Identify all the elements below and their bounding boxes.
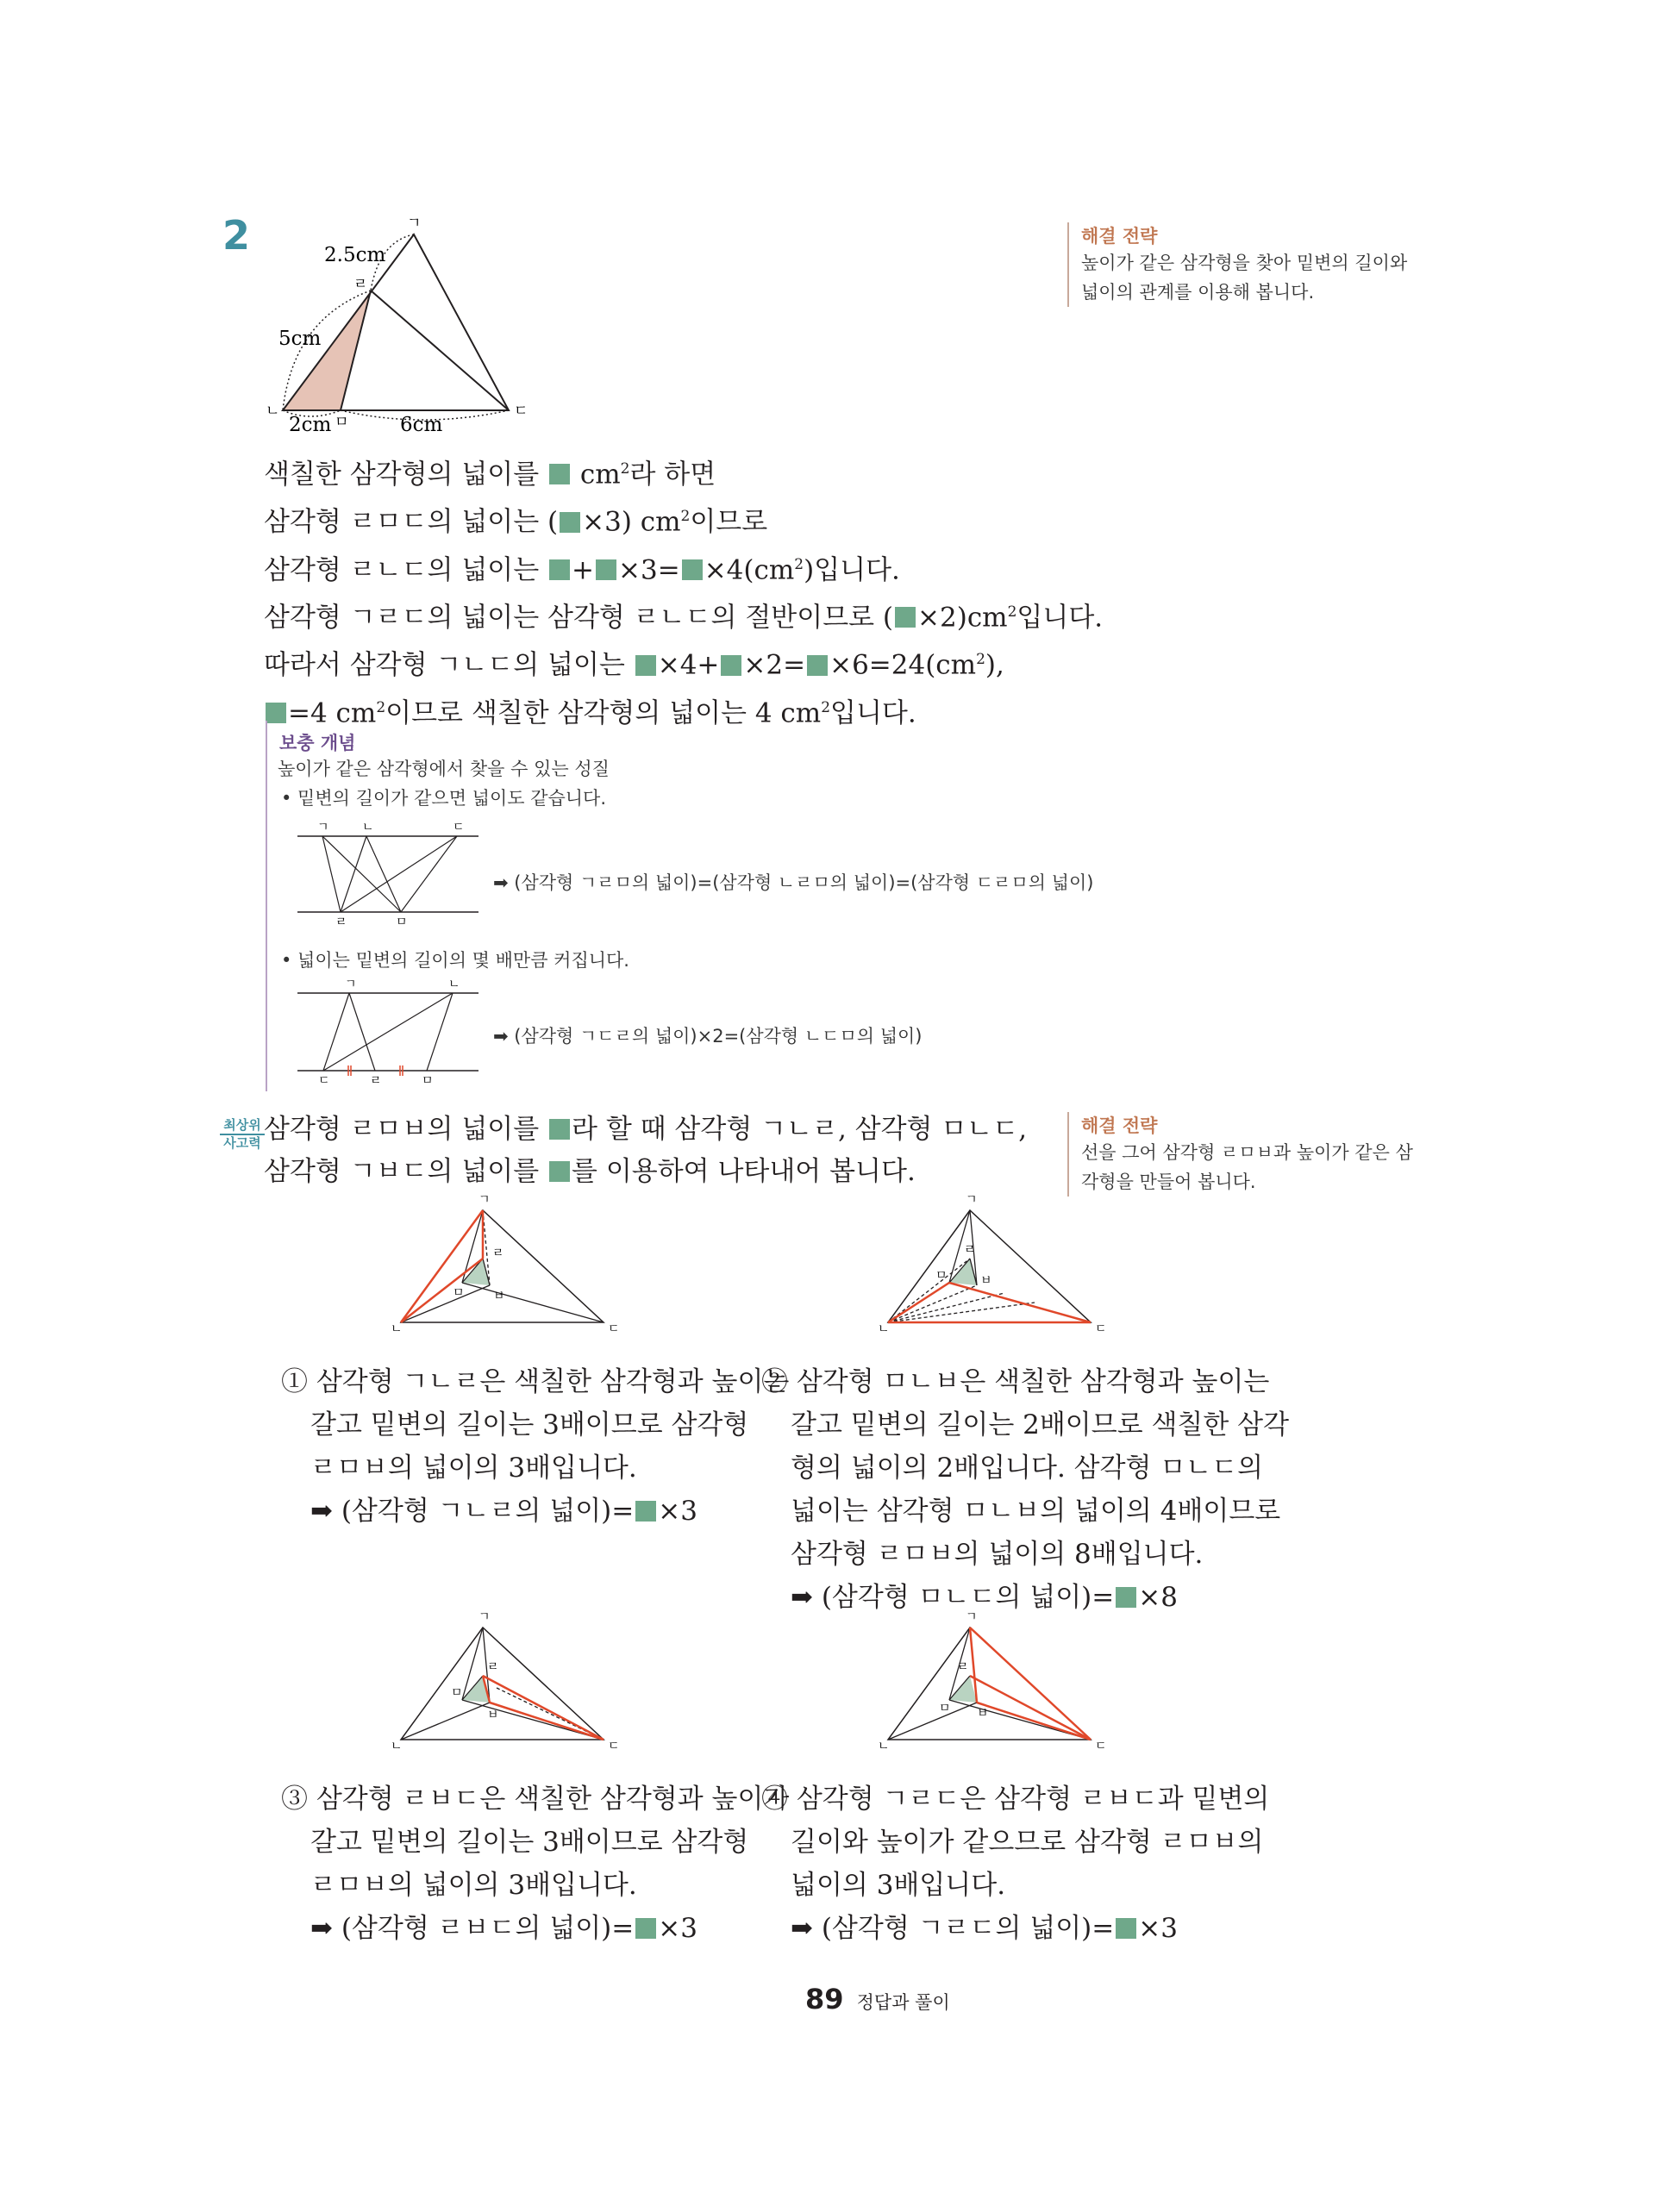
concept-bullet-1: • 밑변의 길이가 같으면 넓이도 같습니다. <box>281 788 607 809</box>
svg-text:ㅂ: ㅂ <box>487 1709 499 1722</box>
strategy-box-2 <box>1067 1112 1460 1197</box>
challenge-line-2: 삼각형 ㄱㅂㄷ의 넓이를 를 이용하여 나타내어 봅니다. <box>264 1156 916 1187</box>
page-footer <box>805 1983 950 2015</box>
concept-result-2: ➡ (삼각형 ㄱㄷㄹ의 넓이)×2=(삼각형 ㄴㄷㅁ의 넓이) <box>493 1026 923 1047</box>
length-5cm: 5cm <box>278 328 322 350</box>
svg-text:ㄴ: ㄴ <box>391 1740 403 1753</box>
concept-title: 보충 개념 <box>279 733 356 753</box>
page-number: 89 <box>805 1983 844 2015</box>
solution-line-6: =4 $cm^2$이므로 색칠한 삼각형의 넓이는 4 $cm^2$입니다. <box>264 687 1103 734</box>
answer-item-1: ① 삼각형 ㄱㄴㄹ은 색칠한 삼각형과 높이는 갈고 밑변의 길이는 3배이므로 삼각형 ㄹㅁㅂ의 넓이의 3배입니다. ➡ (삼각형 ㄱㄴㄹ의 넓이)= ×3 <box>281 1366 790 1527</box>
label-mieum: ㅁ <box>335 414 349 431</box>
challenge-text <box>264 1109 1027 1193</box>
concept-result-1: ➡ (삼각형 ㄱㄹㅁ의 넓이)=(삼각형 ㄴㄹㅁ의 넓이)=(삼각형 ㄷㄹㅁ의 넓이) <box>493 872 1094 893</box>
problem-number: 2 <box>222 212 251 259</box>
unknown-box <box>635 1501 656 1522</box>
arrow-icon: ➡ <box>493 872 509 893</box>
svg-text:ㄹ: ㄹ <box>370 1074 382 1088</box>
strategy-line: 높이가 같은 삼각형을 찾아 밑변의 길이와 <box>1081 253 1408 273</box>
svg-text:ㄱ: ㄱ <box>478 1193 491 1207</box>
answer-item-2: ② 삼각형 ㅁㄴㅂ은 색칠한 삼각형과 높이는 갈고 밑변의 길이는 2배이므로 색칠한 삼각 형의 넓이의 2배입니다. 삼각형 ㅁㄴㄷ의 넓이는 삼각형 ㅁㄴㅂ의 넓이의 4배이므로 삼각형 ㄹㅁㅂ의 넓이의 8배입니다. ➡ (삼각형 ㅁㄴㄷ의 넓이)= ×8 <box>761 1366 1290 1613</box>
concept-bullet-2: • 넓이는 밑변의 길이의 몇 배만큼 커집니다. <box>281 950 629 971</box>
unknown-box <box>549 464 570 484</box>
challenge-figure-4 <box>866 1610 1116 1753</box>
label-digeut: ㄷ <box>514 403 529 420</box>
label-giyeok: ㄱ <box>407 216 422 232</box>
problem-figure <box>259 216 552 444</box>
label-nieun: ㄴ <box>266 403 280 420</box>
unknown-box <box>807 655 828 676</box>
svg-text:ㄹ: ㄹ <box>957 1660 969 1674</box>
svg-text:ㄱ: ㄱ <box>966 1193 978 1207</box>
svg-text:ㅂ: ㅂ <box>493 1290 505 1303</box>
unknown-box <box>549 1161 570 1182</box>
label-rieul: ㄹ <box>353 276 368 293</box>
unknown-box <box>682 559 703 580</box>
svg-text:ㄷ: ㄷ <box>318 1074 330 1088</box>
unknown-box <box>1116 1587 1136 1608</box>
svg-text:ㄴ: ㄴ <box>448 978 460 991</box>
unknown-box <box>895 607 916 628</box>
unknown-box <box>549 559 570 580</box>
solution-line-5: 따라서 삼각형 ㄱㄴㄷ의 넓이는 $\times 4+ \times 2= \times 6=24(cm^2)$, <box>264 649 1004 681</box>
svg-text:ㄱ: ㄱ <box>345 978 357 991</box>
length-2cm: 2cm <box>289 414 332 436</box>
svg-text:ㅁ: ㅁ <box>939 1702 951 1715</box>
solution-line-3: 삼각형 ㄹㄴㄷ의 넓이는 + $\times 3= \times 4(cm^2)$입니다. <box>264 553 900 585</box>
svg-text:ㅁ: ㅁ <box>451 1686 463 1700</box>
page-label: 정답과 풀이 <box>856 1992 950 2013</box>
unknown-box <box>721 655 741 676</box>
challenge-figure-2 <box>866 1193 1116 1335</box>
svg-text:ㄴ: ㄴ <box>362 821 374 834</box>
svg-text:ㄹ: ㄹ <box>335 915 347 929</box>
challenge-figure-1 <box>384 1193 634 1335</box>
svg-text:ㅂ: ㅂ <box>980 1274 992 1288</box>
solution-text <box>264 448 1103 734</box>
svg-text:ㄷ: ㄷ <box>1095 1322 1107 1335</box>
segment-rieul-digeut <box>371 291 509 410</box>
unknown-box <box>1116 1918 1136 1939</box>
strategy-title: 해결 전략 <box>1081 1115 1158 1136</box>
concept-figure-2 <box>293 974 483 1088</box>
length-2-5cm: 2.5cm <box>324 244 386 266</box>
svg-text:ㅂ: ㅂ <box>977 1707 989 1721</box>
challenge-figure-3 <box>384 1610 634 1753</box>
svg-text:ㄷ: ㄷ <box>608 1740 620 1753</box>
answer-item-4: ④ 삼각형 ㄱㄹㄷ은 삼각형 ㄹㅂㄷ과 밑변의 길이와 높이가 같으므로 삼각형 ㄹㅁㅂ의 넓이의 3배입니다. ➡ (삼각형 ㄱㄹㄷ의 넓이)= ×3 <box>761 1784 1270 1944</box>
svg-text:ㅁ: ㅁ <box>396 915 408 929</box>
unknown-box <box>596 559 616 580</box>
length-6cm: 6cm <box>400 414 443 436</box>
challenge-badge: 최상위 사고력 <box>220 1117 265 1152</box>
strategy-title: 해결 전략 <box>1081 226 1158 247</box>
svg-text:ㄴ: ㄴ <box>878 1740 890 1753</box>
concept-figure-1 <box>293 817 483 929</box>
strategy-line: 넓이의 관계를 이용해 봅니다. <box>1081 282 1315 303</box>
unknown-box <box>635 1918 656 1939</box>
svg-text:ㄹ: ㄹ <box>487 1660 499 1674</box>
svg-text:ㅁ: ㅁ <box>453 1286 465 1300</box>
concept-heading: 높이가 같은 삼각형에서 찾을 수 있는 성질 <box>278 759 610 779</box>
strategy-line: 선을 그어 삼각형 ㄹㅁㅂ과 높이가 같은 삼 <box>1081 1142 1413 1163</box>
solution-line-2: 삼각형 ㄹㅁㄷ의 넓이는 ( ×3) $cm^2$이므로 <box>264 506 768 538</box>
svg-text:ㄱ: ㄱ <box>317 821 329 834</box>
svg-text:ㄱ: ㄱ <box>478 1610 491 1624</box>
svg-text:ㄹ: ㄹ <box>964 1243 976 1257</box>
svg-text:ㄷ: ㄷ <box>453 821 465 834</box>
svg-text:ㄷ: ㄷ <box>1095 1740 1107 1753</box>
svg-text:ㄹ: ㄹ <box>492 1247 504 1260</box>
unknown-box <box>635 655 656 676</box>
unknown-box <box>549 1119 570 1140</box>
strategy-line: 각형을 만들어 봅니다. <box>1081 1172 1256 1192</box>
strategy-box-1 <box>1067 222 1460 307</box>
svg-text:ㄱ: ㄱ <box>966 1610 978 1624</box>
svg-text:ㅁ: ㅁ <box>422 1074 434 1088</box>
solution-line-4: 삼각형 ㄱㄹㄷ의 넓이는 삼각형 ㄹㄴㄷ의 절반이므로 ( $\times 2)cm^2$입니다. <box>264 602 1104 634</box>
answer-item-3: ③ 삼각형 ㄹㅂㄷ은 색칠한 삼각형과 높이가 갈고 밑변의 길이는 3배이므로 삼각형 ㄹㅁㅂ의 넓이의 3배입니다. ➡ (삼각형 ㄹㅂㄷ의 넓이)= ×3 <box>281 1784 790 1944</box>
arrow-icon: ➡ <box>493 1026 509 1047</box>
svg-text:ㄷ: ㄷ <box>608 1322 620 1335</box>
challenge-line-1: 삼각형 ㄹㅁㅂ의 넓이를 라 할 때 삼각형 ㄱㄴㄹ, 삼각형 ㅁㄴㄷ, <box>264 1114 1028 1145</box>
svg-text:ㄴ: ㄴ <box>391 1322 403 1335</box>
unknown-box <box>560 512 580 533</box>
solution-line-1: 색칠한 삼각형의 넓이를 $cm^2$라 하면 <box>264 459 716 491</box>
svg-text:ㄴ: ㄴ <box>878 1322 890 1335</box>
svg-text:ㅁ: ㅁ <box>935 1269 948 1283</box>
